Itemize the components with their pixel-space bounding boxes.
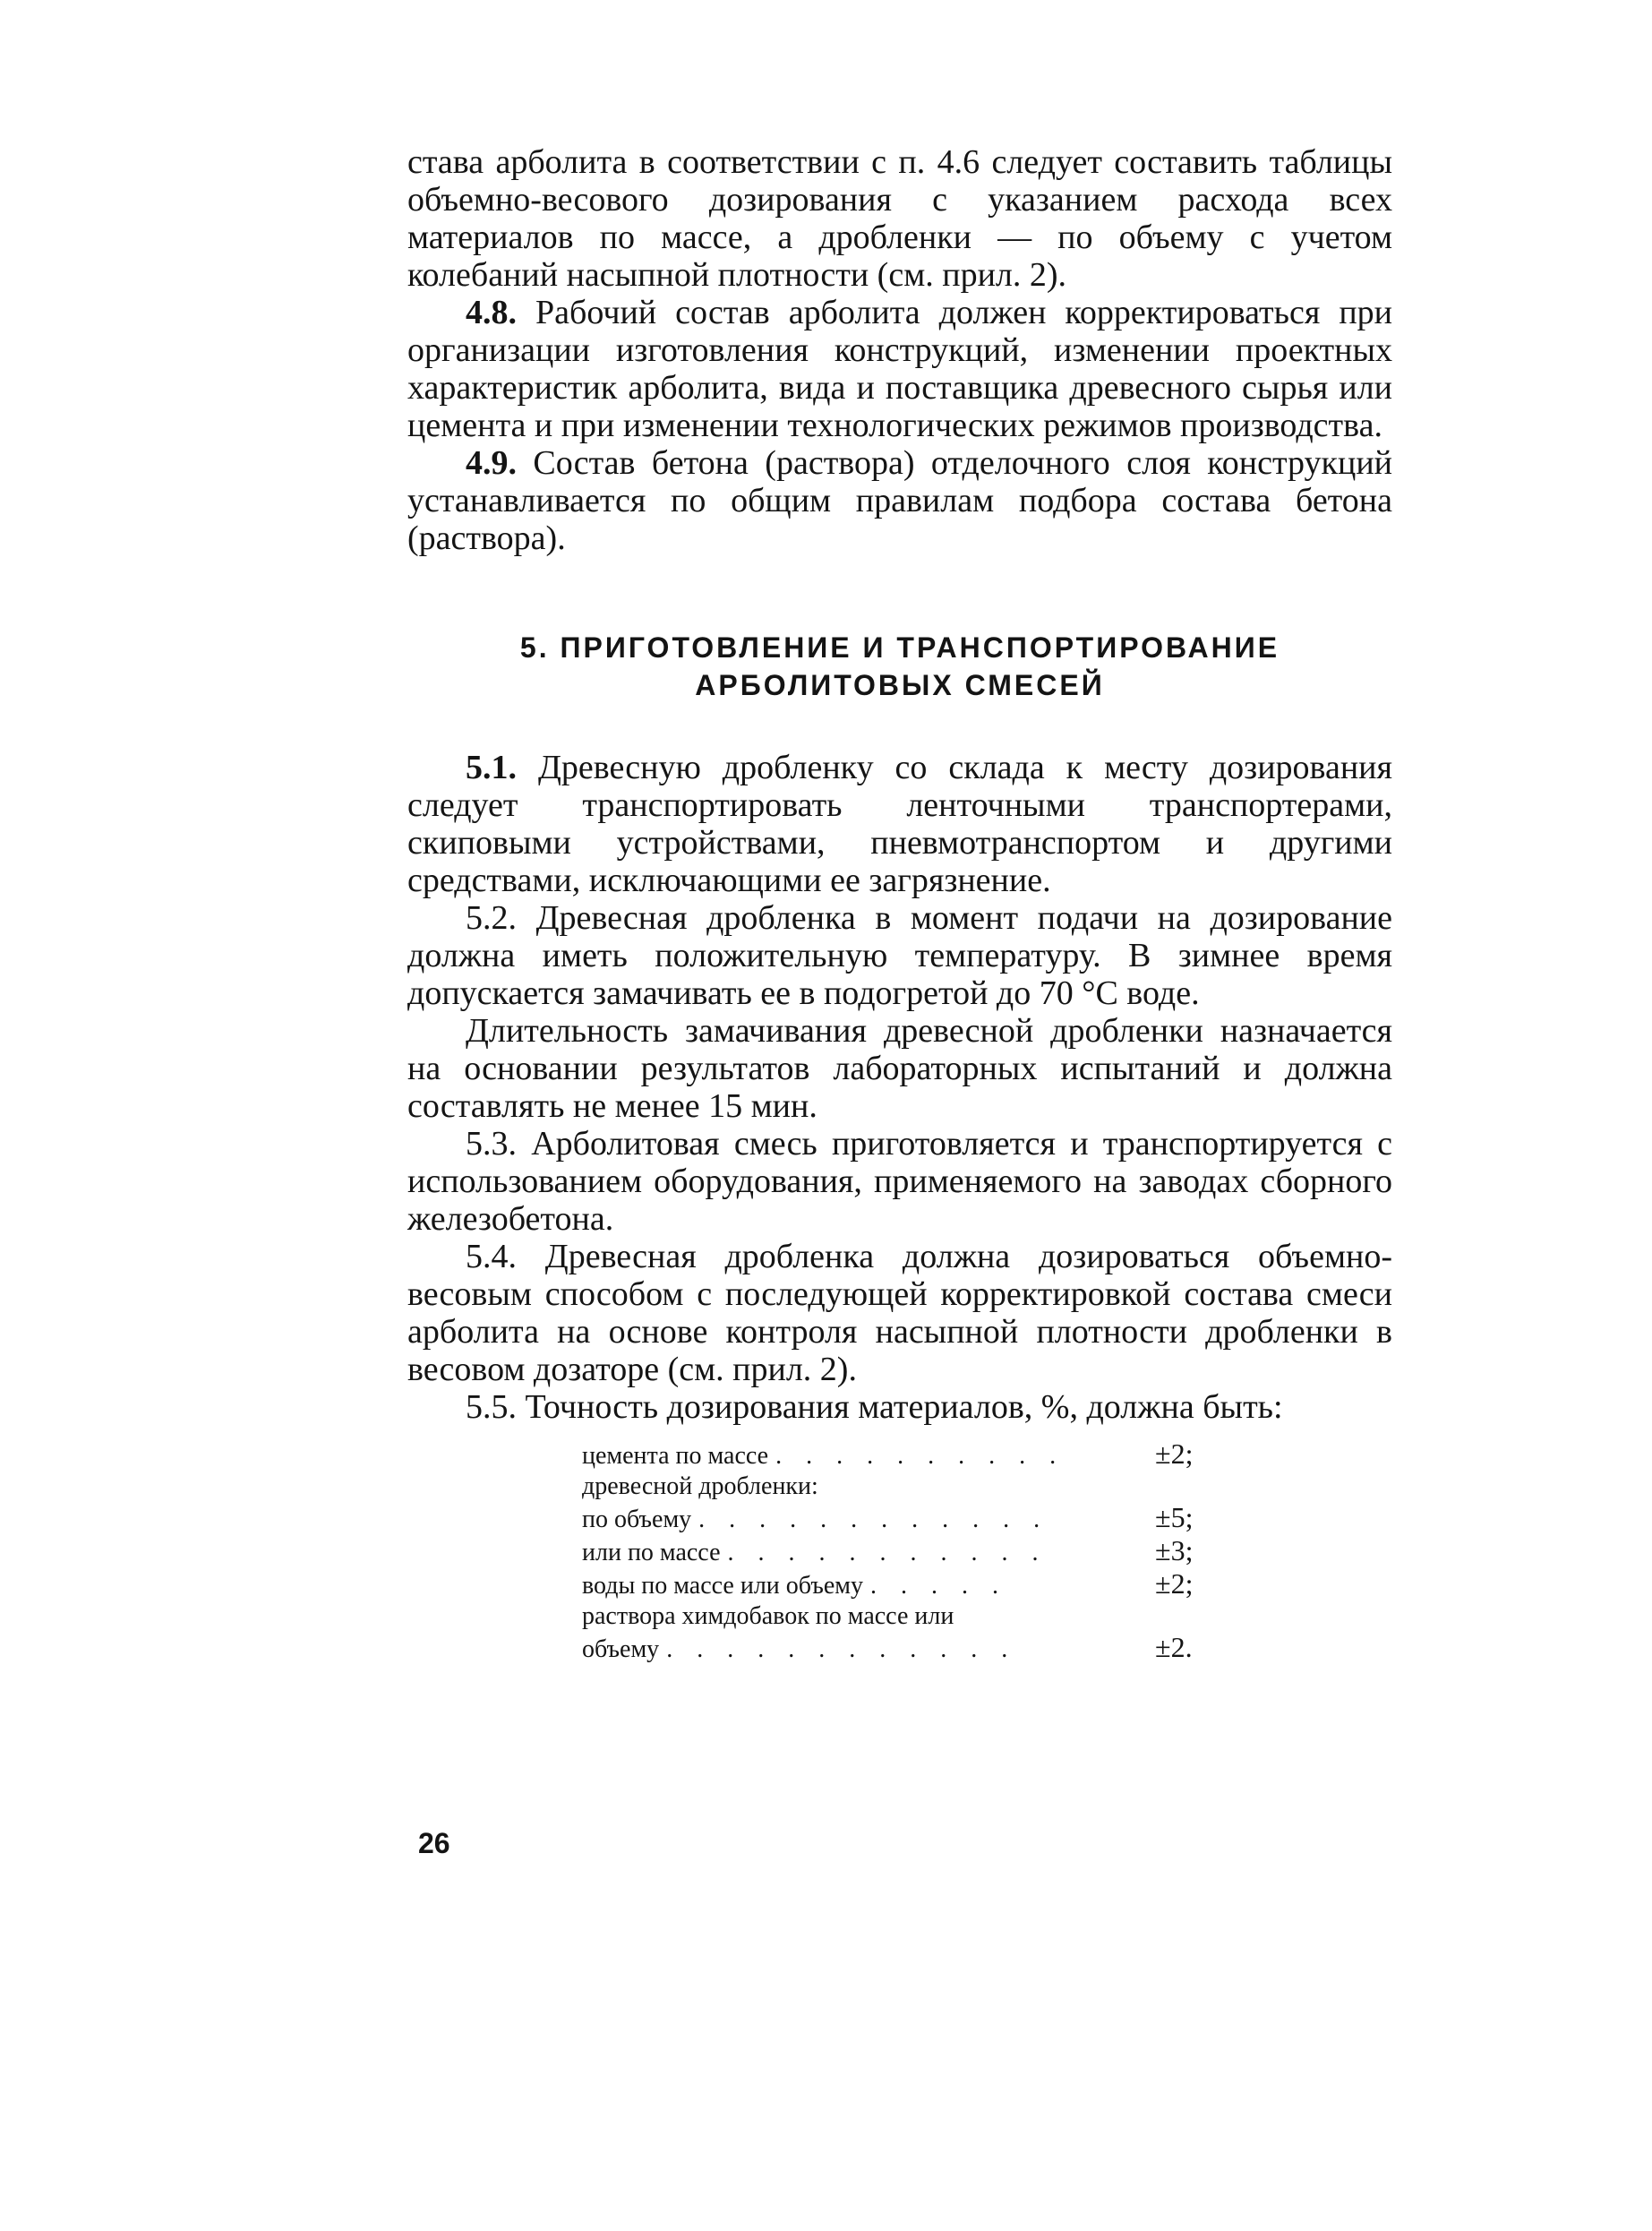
paragraph-4-9 xyxy=(407,444,1392,557)
paragraph-5-2-duration: Длительность замачивания древесной дробленки назначается на основании результатов лабораторных испытаний и должна составлять не менее 15 мин. xyxy=(407,1012,1392,1125)
clause-text: Древесная дробленка должна дозироваться объемно-весовым способом с последующей корректировкой состава смеси арболита на основе контроля насыпной плотности дробленки в весовом дозаторе (см. прил. 2). xyxy=(407,1238,1392,1388)
section-heading-line-1: 5. ПРИГОТОВЛЕНИЕ И ТРАНСПОРТИРОВАНИЕ xyxy=(519,631,1280,664)
clause-number: 5.4. xyxy=(466,1238,517,1275)
paragraph-5-2 xyxy=(407,899,1392,1012)
clause-text: Рабочий состав арболита должен корректироваться при организации изготовления конструкций, изменении проектных характеристик арболита, вида и поставщика древесного сырья или цемента и при изменении технологических режимов производства. xyxy=(407,294,1392,444)
paragraph-4-8 xyxy=(407,294,1392,444)
tolerance-row-wood-mass xyxy=(582,1535,1227,1568)
clause-number: 5.5. xyxy=(466,1388,517,1426)
section-heading xyxy=(407,629,1392,704)
clause-text: Арболитовая смесь приготовляется и транспортируется с использованием оборудования, применяемого на заводах сборного железобетона. xyxy=(407,1125,1392,1238)
tolerance-row-cement xyxy=(582,1438,1227,1472)
clause-text: Состав бетона (раствора) отделочного слоя конструкций устанавливается по общим правилам подбора состава бетона (раствора). xyxy=(407,444,1392,557)
clause-number: 5.1. xyxy=(466,749,517,786)
tolerance-value: ±2. xyxy=(1155,1631,1193,1663)
tolerance-group-label: древесной дробленки: xyxy=(582,1472,818,1500)
section-heading-line-2: АРБОЛИТОВЫХ СМЕСЕЙ xyxy=(695,669,1105,701)
tolerance-label: объему xyxy=(582,1635,660,1663)
leader-dots: . . . . . . . . . . . xyxy=(727,1539,1048,1566)
clause-number: 4.9. xyxy=(466,444,517,482)
clause-number: 4.8. xyxy=(466,294,517,331)
tolerance-value: ±2; xyxy=(1155,1567,1194,1600)
tolerance-label: цемента по массе xyxy=(582,1442,769,1470)
document-page xyxy=(407,143,1392,1665)
clause-number: 5.3. xyxy=(466,1125,517,1163)
leader-dots: . . . . . . . . . . . . xyxy=(698,1506,1049,1533)
tolerance-group-wood xyxy=(582,1472,1227,1502)
tolerance-label: или по массе xyxy=(582,1539,721,1566)
tolerance-row-wood-volume xyxy=(582,1502,1227,1535)
tolerance-label: воды по массе или объему xyxy=(582,1572,863,1600)
clause-number: 5.2. xyxy=(466,899,517,937)
tolerance-row-additives xyxy=(582,1632,1227,1665)
paragraph-5-3 xyxy=(407,1125,1392,1238)
paragraph-4-7-continuation: става арболита в соответствии с п. 4.6 следует составить таблицы объемно-весового дозирования с указанием расхода всех материалов по массе, а дробленки — по объему с учетом колебаний насыпной плотности (см. прил. 2). xyxy=(407,143,1392,294)
dosing-tolerance-list xyxy=(582,1438,1227,1665)
clause-text: Древесную дробленку со склада к месту дозирования следует транспортировать ленточными транспортерами, скиповыми устройствами, пневмотранспортом и другими средствами, исключающими ее загрязнение. xyxy=(407,749,1392,899)
leader-dots: . . . . . xyxy=(869,1572,1007,1600)
clause-text: Древесная дробленка в момент подачи на дозирование должна иметь положительную температуру. В зимнее время допускается замачивать ее в подогретой до 70 °С воде. xyxy=(407,899,1392,1012)
page-number: 26 xyxy=(418,1827,450,1859)
tolerance-value: ±3; xyxy=(1155,1534,1194,1566)
paragraph-5-4 xyxy=(407,1238,1392,1388)
tolerance-group-additives xyxy=(582,1601,1227,1632)
paragraph-5-1 xyxy=(407,749,1392,899)
tolerance-value: ±2; xyxy=(1155,1437,1194,1470)
clause-text: Точность дозирования материалов, %, должна быть: xyxy=(517,1388,1283,1426)
tolerance-group-label: раствора химдобавок по массе или xyxy=(582,1602,954,1630)
leader-dots: . . . . . . . . . . xyxy=(775,1442,1066,1470)
leader-dots: . . . . . . . . . . . . xyxy=(666,1635,1017,1663)
tolerance-value: ±5; xyxy=(1155,1501,1194,1533)
tolerance-label: по объему xyxy=(582,1506,692,1533)
paragraph-5-5 xyxy=(407,1388,1392,1426)
tolerance-row-water xyxy=(582,1568,1227,1601)
